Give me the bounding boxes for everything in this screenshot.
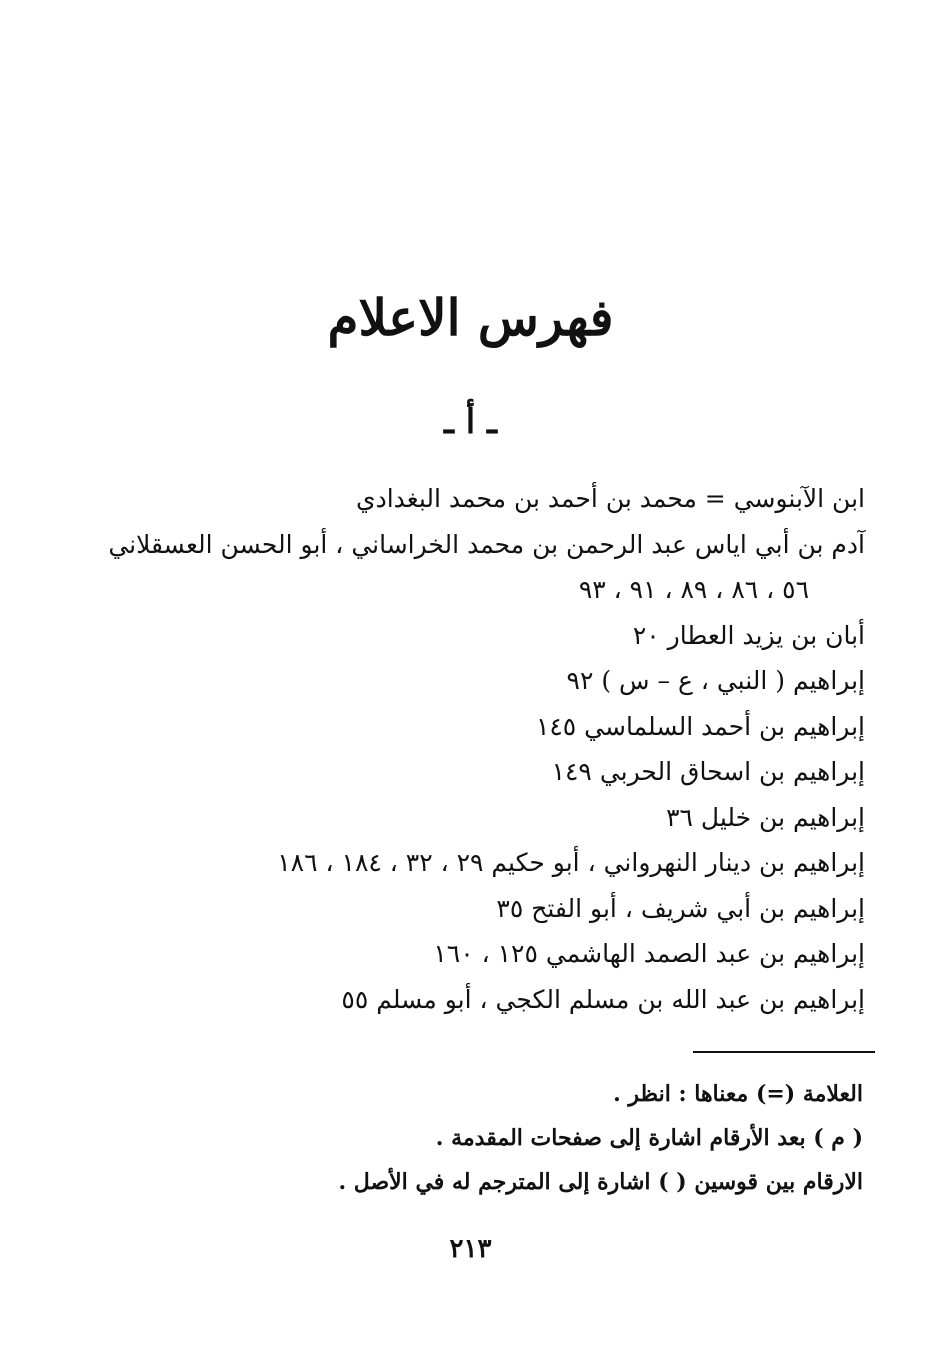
index-entries: [108, 476, 865, 1022]
index-entry: إبراهيم بن أبي شريف ، أبو الفتح ٣٥: [496, 893, 865, 923]
index-entry: آدم بن أبي اياس عبد الرحمن بن محمد الخراساني ، أبو الحسن العسقلاني: [108, 529, 865, 559]
index-entry-continuation: ٥٦ ، ٨٦ ، ٨٩ ، ٩١ ، ٩٣: [578, 575, 809, 604]
footnote: الارقام بين قوسين ( ) اشارة إلى المترجم له في الأصل .: [338, 1169, 863, 1195]
index-entry: إبراهيم بن عبد الله بن مسلم الكجي ، أبو مسلم ٥٥: [341, 984, 865, 1014]
index-entry: إبراهيم بن دينار النهرواني ، أبو حكيم ٢٩ ، ٣٢ ، ١٨٤ ، ١٨٦: [277, 848, 865, 877]
page-number: ٢١٣: [449, 1234, 492, 1264]
index-entry: أبان بن يزيد العطار ٢٠: [632, 620, 865, 650]
index-entry: إبراهيم ( النبي ، ع – س ) ٩٢: [566, 666, 865, 695]
index-entry: إبراهيم بن أحمد السلماسي ١٤٥: [535, 711, 865, 741]
index-title: فهرس الاعلام: [327, 288, 614, 347]
index-entry: إبراهيم بن خليل ٣٦: [666, 802, 865, 832]
footnote: العلامة (=) معناها : انظر .: [613, 1081, 863, 1107]
index-entry: إبراهيم بن اسحاق الحربي ١٤٩: [551, 757, 865, 786]
section-letter-heading: ـ أ ـ: [443, 402, 498, 442]
footnote: ( م ) بعد الأرقام اشارة إلى صفحات المقدمة .: [435, 1125, 863, 1151]
index-entry: ابن الآبنوسي = محمد بن أحمد بن محمد البغدادي: [356, 484, 865, 513]
index-entry: إبراهيم بن عبد الصمد الهاشمي ١٢٥ ، ١٦٠: [433, 939, 865, 968]
footnotes: [163, 1072, 863, 1204]
footnote-divider: [693, 1051, 875, 1053]
